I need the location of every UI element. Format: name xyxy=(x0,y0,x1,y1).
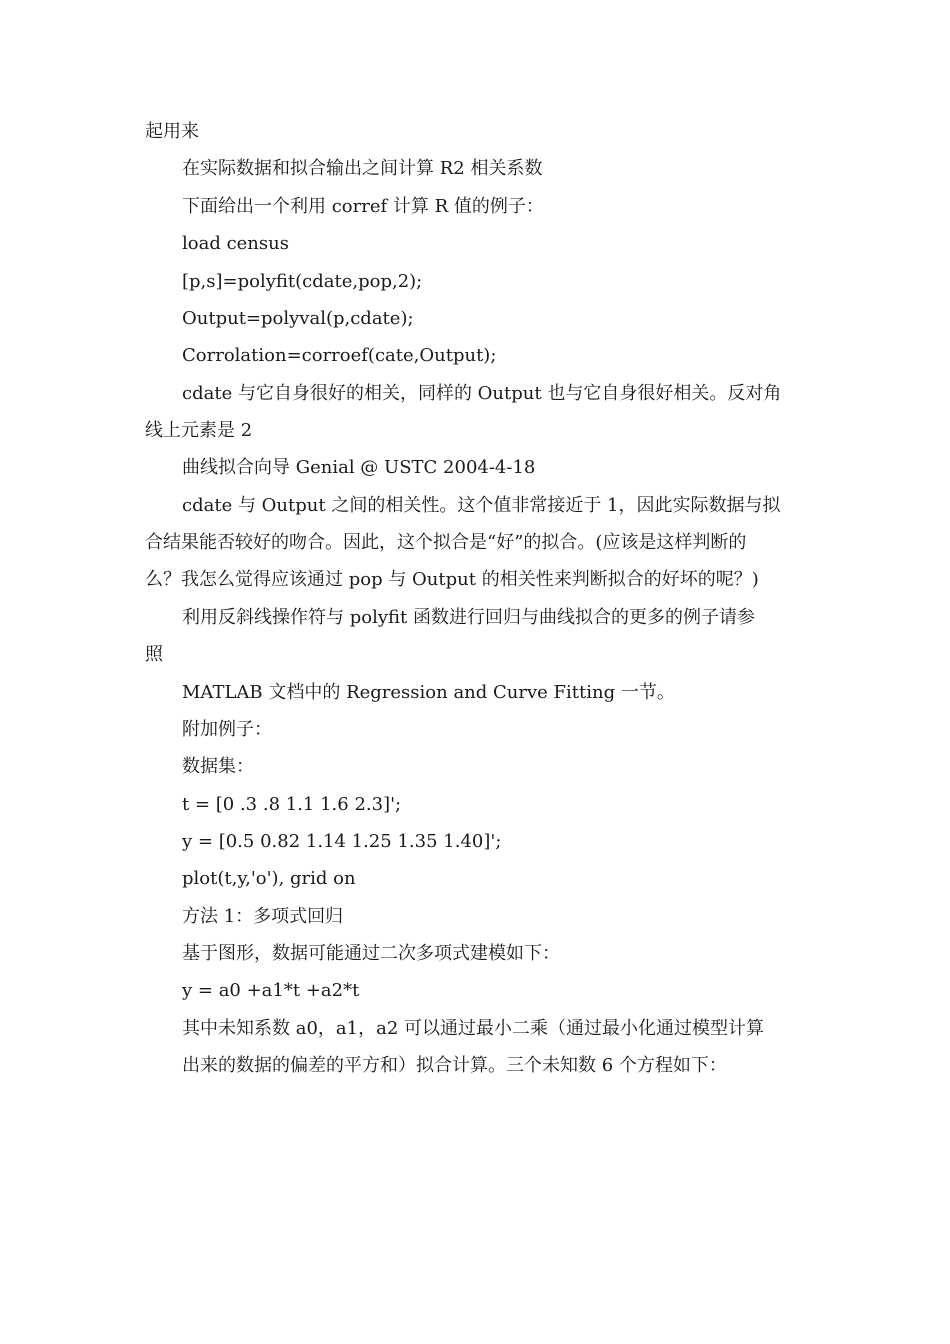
code-line: Corrolation=corroef(cate,Output); xyxy=(182,345,497,366)
text-line: 出来的数据的偏差的平方和）拟合计算。三个未知数 6 个方程如下： xyxy=(182,1055,727,1076)
text-line: 么？我怎么觉得应该通过 pop 与 Output 的相关性来判断拟合的好坏的呢？) xyxy=(145,569,759,590)
code-line: plot(t,y,'o'), grid on xyxy=(182,868,356,889)
code-line: Output=polyval(p,cdate); xyxy=(182,308,414,329)
code-line: load census xyxy=(182,233,289,254)
text-line: 数据集： xyxy=(182,756,254,777)
text-line: 下面给出一个利用 corref 计算 R 值的例子： xyxy=(182,196,544,217)
code-line: y = a0 +a1*t +a2*t xyxy=(182,980,360,1001)
text-line: 基于图形，数据可能通过二次多项式建模如下： xyxy=(182,943,560,964)
text-line: 线上元素是 2 xyxy=(145,420,253,441)
text-line: 附加例子： xyxy=(182,719,272,740)
text-line: 方法 1：多项式回归 xyxy=(182,906,344,927)
text-line: 其中未知系数 a0，a1，a2 可以通过最小二乘（通过最小化通过模型计算 xyxy=(182,1018,764,1039)
code-line: y = [0.5 0.82 1.14 1.25 1.35 1.40]'; xyxy=(182,831,502,852)
text-line: 利用反斜线操作符与 polyfit 函数进行回归与曲线拟合的更多的例子请参 xyxy=(182,607,755,628)
text-line: 在实际数据和拟合输出之间计算 R2 相关系数 xyxy=(182,158,543,179)
text-line: cdate 与 Output 之间的相关性。这个值非常接近于 1，因此实际数据与拟 xyxy=(182,495,781,516)
text-line: cdate 与它自身很好的相关，同样的 Output 也与它自身很好相关。反对角 xyxy=(182,383,782,404)
text-line: 曲线拟合向导 Genial @ USTC 2004-4-18 xyxy=(182,457,536,478)
text-line: 起用来 xyxy=(145,121,199,142)
text-line: MATLAB 文档中的 Regression and Curve Fitting 一节。 xyxy=(182,682,675,703)
code-line: t = [0 .3 .8 1.1 1.6 2.3]'; xyxy=(182,794,402,815)
text-line: 照 xyxy=(145,644,163,665)
code-line: [p,s]=polyfit(cdate,pop,2); xyxy=(182,271,423,292)
text-line: 合结果能否较好的吻合。因此，这个拟合是“好”的拟合。(应该是这样判断的 xyxy=(145,532,747,553)
